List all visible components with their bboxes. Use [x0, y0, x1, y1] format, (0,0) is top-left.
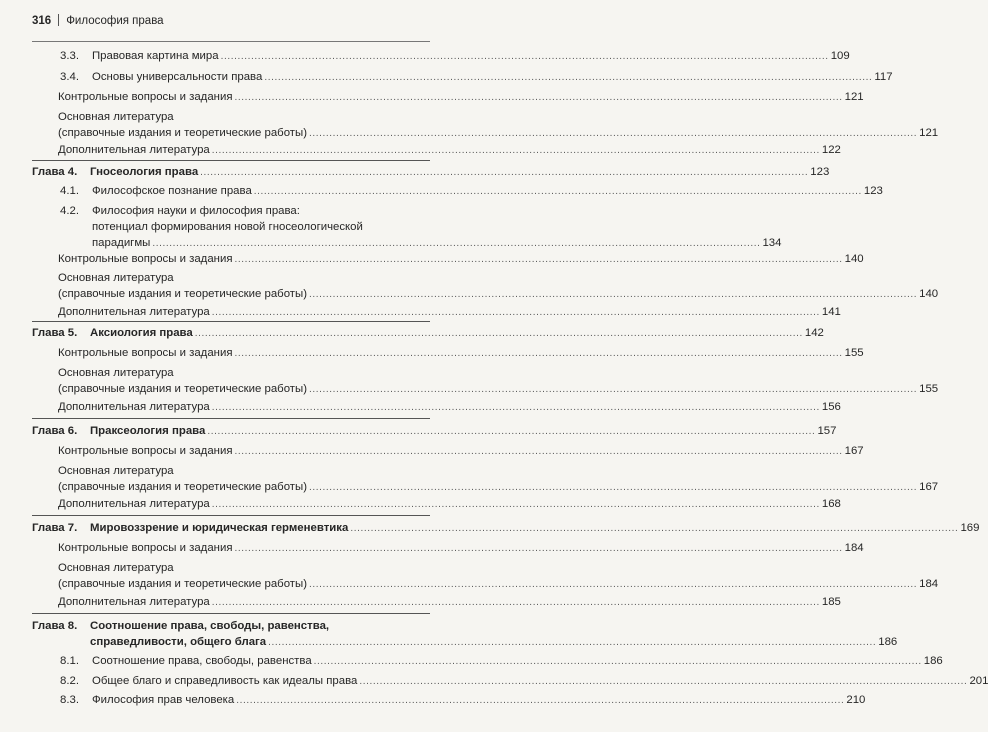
leader-dots: .................................................................................................................................................................................... — [234, 254, 843, 265]
page-number: 185 — [821, 596, 841, 608]
entry-title: Дополнительная литература — [58, 401, 210, 413]
section-number: 8.3. — [60, 694, 79, 706]
leader-dots: .................................................................................................................................................................................... — [194, 328, 803, 339]
header-page-number: 316 — [32, 15, 52, 27]
entry-title-line: Основная литература — [58, 272, 174, 284]
leader-dots: .................................................................................................................................................................................... — [211, 597, 820, 608]
entry-title: Правовая картина мира — [92, 50, 219, 62]
running-header — [32, 13, 164, 29]
page-number: 134 — [762, 237, 782, 249]
entry-title: Соотношение права, свободы, равенства — [92, 655, 312, 667]
entry-title-line: Основная литература — [58, 465, 174, 477]
page-number: 184 — [844, 542, 864, 554]
chapter-divider — [32, 515, 430, 516]
leader-dots: .................................................................................................................................................................................... — [234, 543, 843, 554]
chapter-title: Праксеология права — [90, 425, 206, 437]
chapter-title: Аксиология права — [90, 327, 193, 339]
entry-title-line: Философия науки и философия права: — [92, 205, 300, 217]
chapter-number: Глава 4. — [32, 166, 78, 178]
leader-dots: .................................................................................................................................................................................... — [234, 92, 843, 103]
leader-dots: .................................................................................................................................................................................... — [234, 348, 843, 359]
section-number: 4.1. — [60, 185, 79, 197]
page-number: 167 — [919, 481, 939, 493]
entry-title-line: Основная литература — [58, 562, 174, 574]
entry-title: Общее благо и справедливость как идеалы права — [92, 675, 358, 687]
page-number: 169 — [960, 522, 980, 534]
leader-dots: .................................................................................................................................................................................... — [220, 51, 829, 62]
chapter-divider — [32, 160, 430, 161]
leader-dots: .................................................................................................................................................................................... — [313, 656, 922, 667]
leader-dots: .................................................................................................................................................................................... — [309, 384, 918, 395]
entry-title: Контрольные вопросы и задания — [58, 445, 233, 457]
page-number: 155 — [844, 347, 864, 359]
leader-dots: .................................................................................................................................................................................... — [211, 402, 820, 413]
leader-dots: .................................................................................................................................................................................... — [268, 637, 877, 648]
entry-title: парадигмы — [92, 237, 151, 249]
leader-dots: .................................................................................................................................................................................... — [152, 238, 761, 249]
page-number: 121 — [844, 91, 864, 103]
entry-title: Контрольные вопросы и задания — [58, 347, 233, 359]
page-number: 122 — [821, 144, 841, 156]
entry-title: (справочные издания и теоретические работы) — [58, 127, 307, 139]
page-number: 186 — [878, 636, 898, 648]
leader-dots: .................................................................................................................................................................................... — [200, 167, 809, 178]
leader-dots: .................................................................................................................................................................................... — [211, 307, 820, 318]
header-divider — [58, 14, 59, 26]
page-number: 157 — [817, 425, 837, 437]
chapter-title-line: Соотношение права, свободы, равенства, — [90, 620, 330, 632]
entry-title: (справочные издания и теоретические работы) — [58, 578, 307, 590]
entry-title-line: Основная литература — [58, 111, 174, 123]
leader-dots: .................................................................................................................................................................................... — [350, 523, 959, 534]
page-number: 121 — [919, 127, 939, 139]
header-rule — [32, 41, 430, 42]
page-number: 140 — [919, 288, 939, 300]
leader-dots: .................................................................................................................................................................................... — [207, 426, 816, 437]
chapter-number: Глава 8. — [32, 620, 78, 632]
page-number: 142 — [804, 327, 824, 339]
leader-dots: .................................................................................................................................................................................... — [309, 289, 918, 300]
page-number: 117 — [874, 71, 893, 83]
chapter-number: Глава 7. — [32, 522, 78, 534]
section-number: 3.4. — [60, 71, 79, 83]
chapter-divider — [32, 418, 430, 419]
page-number: 140 — [844, 253, 864, 265]
page-number: 210 — [846, 694, 866, 706]
entry-title: Контрольные вопросы и задания — [58, 542, 233, 554]
page-number: 167 — [844, 445, 864, 457]
leader-dots: .................................................................................................................................................................................... — [234, 446, 843, 457]
leader-dots: .................................................................................................................................................................................... — [264, 72, 873, 83]
entry-title: Контрольные вопросы и задания — [58, 253, 233, 265]
section-number: 4.2. — [60, 205, 79, 217]
entry-title: Основы универсальности права — [92, 71, 263, 83]
chapter-title: справедливости, общего блага — [90, 636, 267, 648]
page-number: 123 — [863, 185, 883, 197]
chapter-number: Глава 5. — [32, 327, 78, 339]
entry-title: Дополнительная литература — [58, 498, 210, 510]
page-number: 201 — [969, 675, 988, 687]
page-number: 168 — [821, 498, 841, 510]
page-number: 109 — [830, 50, 850, 62]
entry-title: Контрольные вопросы и задания — [58, 91, 233, 103]
chapter-divider — [32, 321, 430, 322]
leader-dots: .................................................................................................................................................................................... — [309, 482, 918, 493]
page-number: 155 — [919, 383, 939, 395]
leader-dots: .................................................................................................................................................................................... — [359, 676, 968, 687]
entry-title: Дополнительная литература — [58, 596, 210, 608]
leader-dots: .................................................................................................................................................................................... — [236, 695, 845, 706]
section-number: 3.3. — [60, 50, 79, 62]
entry-title: Философия прав человека — [92, 694, 235, 706]
chapter-divider — [32, 613, 430, 614]
leader-dots: .................................................................................................................................................................................... — [211, 145, 820, 156]
entry-title: (справочные издания и теоретические работы) — [58, 481, 307, 493]
chapter-title: Мировоззрение и юридическая герменевтика — [90, 522, 349, 534]
entry-title-line: Основная литература — [58, 367, 174, 379]
page-number: 184 — [919, 578, 939, 590]
header-running-title: Философия права — [66, 15, 164, 27]
entry-title: (справочные издания и теоретические работы) — [58, 383, 307, 395]
leader-dots: .................................................................................................................................................................................... — [309, 579, 918, 590]
section-number: 8.1. — [60, 655, 79, 667]
page-number: 186 — [923, 655, 943, 667]
leader-dots: .................................................................................................................................................................................... — [309, 128, 918, 139]
page-number: 156 — [821, 401, 841, 413]
entry-title: (справочные издания и теоретические работы) — [58, 288, 307, 300]
page-number: 123 — [810, 166, 830, 178]
chapter-number: Глава 6. — [32, 425, 78, 437]
entry-title: Дополнительная литература — [58, 144, 210, 156]
leader-dots: .................................................................................................................................................................................... — [211, 499, 820, 510]
chapter-title: Гносеология права — [90, 166, 199, 178]
page-number: 141 — [821, 306, 841, 318]
leader-dots: .................................................................................................................................................................................... — [253, 186, 862, 197]
section-number: 8.2. — [60, 675, 79, 687]
entry-title: Дополнительная литература — [58, 306, 210, 318]
entry-title: Философское познание права — [92, 185, 252, 197]
entry-title-line: потенциал формирования новой гносеологической — [92, 221, 363, 233]
